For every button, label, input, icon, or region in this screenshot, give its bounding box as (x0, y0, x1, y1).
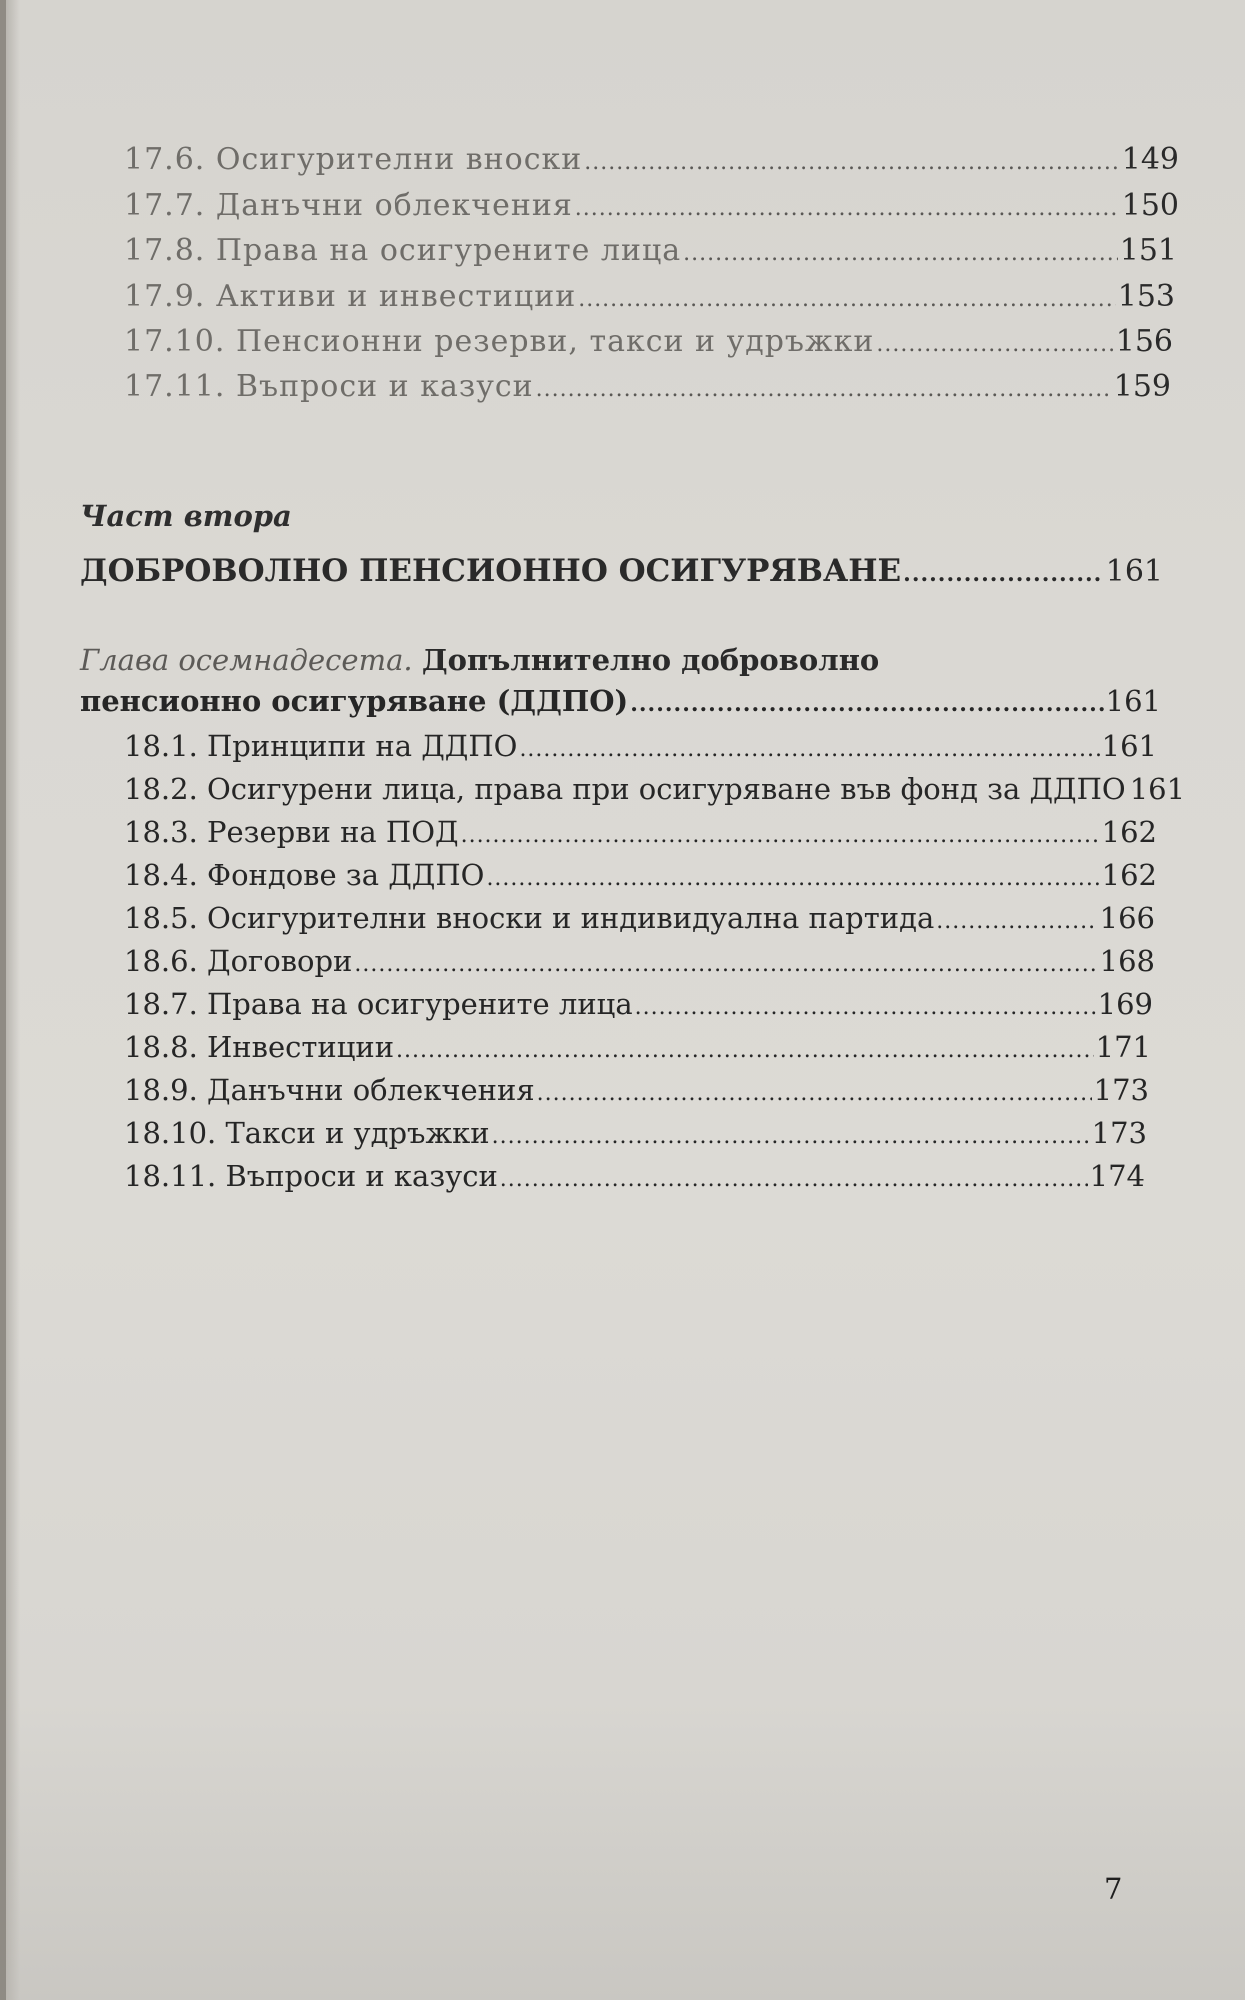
toc-entry-label: 18.7. Права на осигурените лица (124, 987, 633, 1021)
part-title: Част втора (80, 499, 292, 533)
dot-leader (683, 241, 1118, 266)
dot-leader (537, 1081, 1092, 1106)
toc-entry-label: 18.1. Принципи на ДДПО (124, 729, 518, 763)
toc-entry-17-11 (124, 369, 1171, 404)
toc-entry-label: 18.11. Въпроси и казуси (124, 1159, 498, 1193)
dot-leader (486, 866, 1099, 891)
dot-leader (500, 1167, 1088, 1192)
toc-part-heading (80, 553, 1163, 589)
toc-entry-page: 166 (1099, 901, 1155, 935)
toc-entry-label: 18.8. Инвестиции (124, 1030, 395, 1064)
toc-entry-label: 18.3. Резерви на ПОД (124, 815, 459, 849)
page-number: 7 (1104, 1872, 1123, 1906)
toc-entry-page: 169 (1097, 987, 1153, 1021)
dot-leader (519, 737, 1099, 762)
toc-entry-page: 151 (1119, 233, 1177, 268)
toc-entry-18-6 (124, 944, 1155, 978)
toc-entry-page: 156 (1115, 324, 1173, 359)
toc-chapter-entry (80, 684, 1161, 718)
toc-entry-label: 18.2. Осигурени лица, права при осигуряване във фонд за ДДПО (124, 772, 1126, 806)
part-heading-label: ДОБРОВОЛНО ПЕНСИОННО ОСИГУРЯВАНЕ (80, 553, 902, 589)
dot-leader (536, 377, 1112, 402)
toc-entry-page: 162 (1101, 815, 1157, 849)
toc-entry-17-6 (124, 142, 1179, 177)
toc-entry-page: 162 (1101, 858, 1157, 892)
toc-entry-page: 171 (1095, 1030, 1151, 1064)
toc-entry-page: 173 (1093, 1073, 1149, 1107)
dot-leader (575, 196, 1120, 221)
toc-entry-18-3 (124, 815, 1157, 849)
toc-entry-17-9 (124, 279, 1175, 314)
toc-entry-page: 149 (1121, 142, 1179, 177)
toc-entry-17-8 (124, 233, 1177, 268)
dot-leader (584, 150, 1119, 175)
chapter-title-line1: Допълнително доброволно (421, 643, 880, 677)
toc-entry-label: 18.10. Такси и удръжки (124, 1116, 490, 1150)
toc-entry-label: 18.9. Данъчни облекчения (124, 1073, 535, 1107)
toc-entry-17-10 (124, 324, 1173, 359)
part-heading-page: 161 (1105, 554, 1163, 589)
dot-leader (876, 332, 1113, 357)
book-page (6, 0, 1245, 2000)
toc-entry-18-2 (124, 772, 1186, 806)
toc-entry-page: 161 (1101, 729, 1157, 763)
dot-leader (936, 909, 1097, 934)
toc-entry-label: 18.6. Договори (124, 944, 353, 978)
dot-leader (635, 995, 1096, 1020)
toc-entry-page: 159 (1113, 369, 1171, 404)
chapter-heading (80, 643, 879, 677)
toc-entry-label: 17.8. Права на осигурените лица (124, 233, 682, 268)
toc-entry-18-7 (124, 987, 1153, 1021)
dot-leader (396, 1038, 1094, 1063)
dot-leader (461, 823, 1100, 848)
toc-entry-page: 173 (1091, 1116, 1147, 1150)
toc-entry-18-11 (124, 1159, 1145, 1193)
toc-entry-18-10 (124, 1116, 1147, 1150)
toc-entry-label: 17.10. Пенсионни резерви, такси и удръжки (124, 324, 875, 359)
toc-entry-label: 17.9. Активи и инвестиции (124, 279, 577, 314)
toc-entry-17-7 (124, 188, 1179, 223)
dot-leader (354, 952, 1097, 977)
toc-entry-page: 153 (1117, 279, 1175, 314)
toc-entry-18-8 (124, 1030, 1151, 1064)
toc-entry-label: 17.7. Данъчни облекчения (124, 188, 573, 223)
toc-entry-18-4 (124, 858, 1157, 892)
toc-entry-label: 18.4. Фондове за ДДПО (124, 858, 485, 892)
toc-entry-18-5 (124, 901, 1155, 935)
chapter-title-line2: пенсионно осигуряване (ДДПО) (80, 684, 629, 718)
toc-entry-page: 161 (1129, 772, 1186, 806)
dot-leader (903, 561, 1104, 587)
toc-entry-page: 168 (1099, 944, 1155, 978)
dot-leader (492, 1124, 1090, 1149)
dot-leader (578, 287, 1116, 312)
chapter-page: 161 (1105, 684, 1161, 718)
toc-entry-18-1 (124, 729, 1157, 763)
toc-entry-label: 17.6. Осигурителни вноски (124, 142, 583, 177)
toc-entry-18-9 (124, 1073, 1149, 1107)
toc-entry-label: 18.5. Осигурителни вноски и индивидуална партида (124, 901, 935, 935)
toc-entry-label: 17.11. Въпроси и казуси (124, 369, 534, 404)
toc-entry-page: 150 (1121, 188, 1179, 223)
toc-entry-page: 174 (1089, 1159, 1145, 1193)
chapter-prefix: Глава осемнадесета. (80, 643, 413, 677)
dot-leader (630, 691, 1103, 717)
